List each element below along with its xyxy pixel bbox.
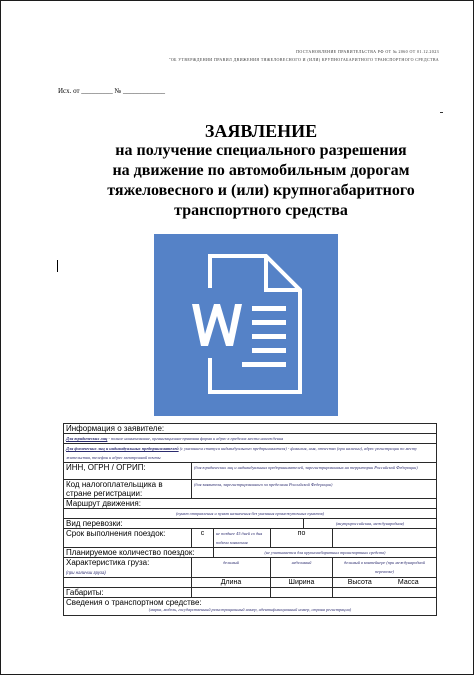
col-length-header: Длина bbox=[192, 578, 271, 588]
col-mass-header: Масса bbox=[397, 579, 419, 586]
title-line-2: на получение специального разрешения bbox=[115, 142, 407, 159]
length-field[interactable] bbox=[192, 588, 271, 598]
term-to-field[interactable] bbox=[333, 529, 437, 548]
applicant-info-label: Информация о заявителе: bbox=[64, 424, 437, 434]
individual-note: (с указанием статуса индивидуального предпринимателя) - фамилия, имя, отчество (при наличии), адрес регистрации по месту жительства, телефон и адрес электронной почты bbox=[66, 446, 417, 460]
taxpayer-code-field[interactable]: (для заявителя, зарегистрированного за пределами Российской Федерации) bbox=[192, 480, 437, 499]
col-height-header: Высота bbox=[347, 579, 372, 586]
term-label: Срок выполнения поездок: bbox=[64, 529, 192, 548]
cargo-label bbox=[64, 558, 192, 578]
route-field[interactable]: (пункт отправления и пункт назначения без указания промежуточных пунктов) bbox=[64, 509, 437, 519]
route-label: Маршрут движения: bbox=[64, 499, 437, 509]
cargo-container-option[interactable]: делимый в контейнере (при международной перевозке) bbox=[333, 558, 437, 578]
inn-field[interactable]: (для юридических лиц и индивидуальных предпринимателей, зарегистрированных на территории Российской Федерации) bbox=[192, 463, 437, 480]
transport-kind-label: Вид перевозки: bbox=[64, 519, 304, 529]
cargo-divisible-option[interactable]: делимый bbox=[192, 558, 271, 578]
legal-entity-field[interactable] bbox=[64, 434, 437, 444]
header-rules-line: "ОБ УТВЕРЖДЕНИИ ПРАВИЛ ДВИЖЕНИЯ ТЯЖЕЛОВЕСНОГО И (ИЛИ) КРУПНОГАБАРИТНОГО ТРАНСПОРТНОГО СРЕДСТВА bbox=[168, 57, 439, 62]
title-line-4: тяжеловесного и (или) крупногабаритного bbox=[107, 182, 415, 199]
col-height-mass-header bbox=[333, 578, 437, 588]
dimensions-label: Габариты: bbox=[64, 588, 192, 598]
outgoing-reference: Исх. от _________ № ____________ bbox=[58, 87, 165, 95]
cargo-note: (при наличии груза) bbox=[66, 570, 106, 575]
trips-label: Планируемое количество поездок: bbox=[64, 548, 214, 558]
title-heading: ЗАЯВЛЕНИЕ bbox=[204, 121, 318, 141]
individual-field[interactable] bbox=[64, 444, 437, 463]
vehicle-info-field[interactable] bbox=[64, 598, 437, 616]
legal-entity-prefix: Для юридических лиц bbox=[66, 436, 108, 441]
text-cursor bbox=[57, 260, 58, 272]
cargo-indivisible-option[interactable]: неделимый bbox=[271, 558, 333, 578]
header-decree-line: ПОСТАНОВЛЕНИЕ ПРАВИТЕЛЬСТВА РФ ОТ № 2060 ОТ 01.12.2023 bbox=[296, 49, 439, 54]
application-form-table bbox=[63, 423, 437, 616]
stray-mark bbox=[440, 112, 443, 113]
word-document-icon bbox=[154, 234, 338, 416]
transport-kind-field[interactable]: (внутрироссийская, международная) bbox=[304, 519, 437, 529]
trips-field[interactable]: (не учитывается для крупногабаритных транспортных средств) bbox=[214, 548, 437, 558]
col-width-header: Ширина bbox=[271, 578, 333, 588]
vehicle-info-label: Сведения о транспортном средстве: bbox=[66, 598, 202, 607]
taxpayer-code-label: Код налогоплательщика в стране регистрации: bbox=[64, 480, 192, 499]
individual-prefix: Для физических лиц и индивидуальных предпринимателей bbox=[66, 446, 179, 451]
vehicle-info-note: (марка, модель, государственный регистрационный номер, идентификационный номер, страна регистрации) bbox=[148, 607, 352, 612]
term-from-label: с bbox=[192, 529, 214, 548]
term-from-field[interactable]: не позднее 45 дней со дня подачи заявления bbox=[214, 529, 271, 548]
width-field[interactable] bbox=[271, 588, 333, 598]
title-line-3: на движение по автомобильным дорогам bbox=[112, 162, 410, 179]
cargo-label-text: Характеристика груза: bbox=[66, 558, 150, 567]
inn-label: ИНН, ОГРН / ОГРИП: bbox=[64, 463, 192, 480]
document-title bbox=[61, 121, 461, 221]
height-mass-field[interactable] bbox=[333, 588, 437, 598]
title-line-5: транспортного средства bbox=[174, 202, 348, 219]
dims-header-spacer bbox=[64, 578, 192, 588]
term-to-label: по bbox=[271, 529, 333, 548]
legal-entity-note: - полное наименование, организационно-правовая форма и адрес в пределах места нахождения bbox=[107, 436, 284, 441]
